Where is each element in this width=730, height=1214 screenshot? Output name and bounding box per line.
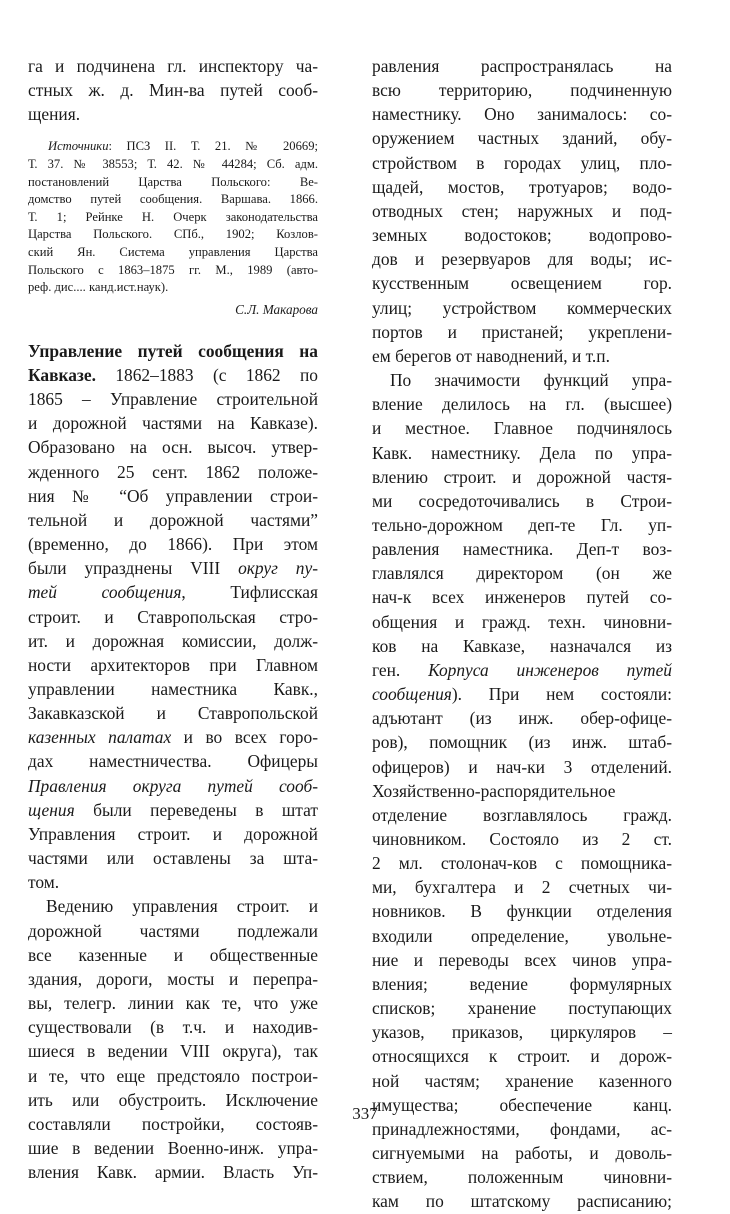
text-line: шиеся в ведении VIII округа), так [28,1041,318,1062]
text-line: га и подчинена гл. инспектору ча- [28,56,318,76]
text-line: управлении наместника Кавк., [28,679,318,699]
text-line: и дорожной частями на Кавказе). [28,413,318,434]
text-line: Закавказской и Ставропольской [28,703,318,724]
cross-reference: Корпуса инженеров путей [428,659,672,680]
cross-reference: тей сообщения [28,582,182,603]
sources-line: реф. дис.... канд.ист.наук). [28,280,169,295]
text-line: вление делилось на гл. (высшее) [372,394,672,415]
text-line: вы, телегр. линии как те, что уже [28,993,318,1014]
entry-title: Управление путей сообщения на [28,340,318,361]
text-line: (временно, до 1866). При этом [28,534,318,555]
text-line: том. [28,872,60,893]
text-line: здания, дороги, мосты и перепра- [28,968,318,989]
text-line: Управления строит. и дорожной [28,823,318,844]
text-line: офицеров) и нач-ки 3 отделений. [372,756,672,777]
text-line: входили определение, увольне- [372,925,672,946]
sources-line: Т. 37. № 38553; Т. 42. № 44284; Сб. адм. [28,157,318,172]
text-line: 1865 – Управление строительной [28,389,318,410]
text-line: равления распространялась на [372,56,672,76]
text-line: 2 мл. столонач-ков с помощника- [372,853,672,874]
text-line: вления; ведение формулярных [372,973,672,994]
text-line: ков на Кавказе, назначался из [372,635,672,656]
text-line: нач-к всех инженеров путей со- [372,587,672,608]
text-line: общения и гражд. техн. чиновни- [372,611,672,632]
right-column [372,54,672,1214]
text-line: списков; хранение поступающих [372,998,672,1019]
text-line: адъютант (из инж. обер-офице- [372,708,672,729]
left-column [28,54,318,1184]
text-line: частями или оставлены за шта- [28,848,318,869]
text-line: ров), помощник (из инж. штаб- [372,732,672,753]
author-signature: С.Л. Макарова [235,301,318,317]
text-line: улиц; устройством коммерческих [372,297,672,318]
text-line: оружением частных зданий, обу- [372,128,672,149]
text-line: ствием, положенным чиновни- [372,1167,672,1188]
text-line: наместнику. Оно занималось: со- [372,104,672,125]
text-line: были упразднены VIII округ пу- [28,558,318,579]
text-line: относящихся к строит. и дорож- [372,1046,672,1067]
text-line: и местное. Главное подчинялось [372,418,672,439]
sources-line: Царства Польского. СПб., 1902; Козлов- [28,227,318,242]
text-line: жденного 25 сент. 1862 положе- [28,461,318,482]
text-line: равления наместника. Деп-т воз- [372,539,672,560]
entry-article [28,339,318,1184]
text-line: влению строит. и дорожной частя- [372,466,672,487]
text-line: ной частям; хранение казенного [372,1070,672,1091]
text-line: главлялся директором (он же [372,563,672,584]
text-line: указов, приказов, циркуляров – [372,1022,672,1043]
page-number: 337 [352,1104,378,1123]
sources-line: Источники: ПСЗ II. Т. 21. № 20669; [48,139,318,154]
sources-line: Польского с 1863–1875 гг. М., 1989 (авто- [28,262,318,277]
text-line: имущества; обеспечение канц. [372,1094,672,1115]
text-line: ми, бухгалтера и 2 счетных чи- [372,877,672,898]
entry-title-end: Кавказе. [28,364,96,385]
text-line: кусственным освещением гор. [372,273,672,294]
text-line: ем берегов от наводнений, и т.п. [372,345,610,366]
text-line: Кавк. наместнику. Дела по упра- [372,442,672,463]
text-line: Кавказе. 1862–1883 (с 1862 по [28,364,318,385]
text-line: новников. В функции отделения [372,901,672,922]
text-line: стных ж. д. Мин-ва путей сооб- [28,80,318,101]
cross-reference: округ пу- [238,558,318,579]
text-line: шие в ведении Военно-инж. упра- [28,1137,318,1158]
text-line: отводных стен; наружных и под- [372,200,672,221]
cross-reference-line: Правления округа путей сооб- [28,775,318,796]
text-line: существовали (в т.ч. и находив- [28,1017,318,1038]
text-line: ния № “Об управлении строи- [28,485,318,506]
cross-reference: казенных палатах [28,727,172,748]
text-line: строит. и Ставропольская стро- [28,606,318,627]
sources-label: Источники [48,139,109,154]
text-line: тельной и дорожной частями” [28,509,318,530]
text-line: все казенные и общественные [28,944,318,965]
text-line: тельно-дорожном деп-те Гл. уп- [372,514,672,535]
text-line: ние и переводы всех чинов упра- [372,949,672,970]
text-line: Хозяйственно-распорядительное [372,780,616,801]
text-line: портов и пристаней; укреплени- [372,321,672,342]
text-line: Образовано на осн. высоч. утвер- [28,437,318,458]
text-line: щения. [28,104,81,125]
text-line: ить или обустроить. Исключение [28,1089,318,1110]
text-line: вления Кавк. армии. Власть Уп- [28,1162,318,1183]
text-line: ген. Корпуса инженеров путей [372,659,672,680]
text-line: дов и резервуаров для воды; ис- [372,249,672,270]
text-line: земных водостоков; водопрово- [372,225,672,246]
text-line: Ведению управления строит. и [46,896,318,917]
text-line: всю территорию, подчиненную [372,80,672,101]
sources-block [28,138,318,318]
text-line: дах наместничества. Офицеры [28,751,318,772]
text-line: казенных палатах и во всех горо- [28,727,318,748]
sources-line: ский Ян. Система управления Царства [28,245,318,260]
text-line: стройством в городах улиц, пло- [372,152,672,173]
text-line: отделение возглавлялось гражд. [372,804,672,825]
text-line: По значимости функций упра- [390,370,672,391]
text-line: сообщения). При нем состояли: [372,684,672,705]
sources-line: постановлений Царства Польского: Ве- [28,174,318,189]
sources-line: домство путей сообщения. Варшава. 1866. [28,192,318,207]
text-line: ми сосредоточивались в Строи- [372,490,672,511]
text-line: ности архитекторов при Главном [28,654,318,675]
continuation-paragraph [28,54,318,126]
text-line: сигнуемыми на работы, и доволь- [372,1143,672,1164]
text-line: составляли постройки, состояв- [28,1113,318,1134]
cross-reference: щения [28,799,75,820]
text-line: ит. и дорожная комиссии, долж- [28,630,318,651]
text-line: щадей, мостов, тротуаров; водо- [372,176,672,197]
text-line: чиновником. Состояло из 2 ст. [372,829,672,849]
cross-reference: сообщения [372,684,452,705]
sources-line: Т. 1; Рейнке Н. Очерк законодательства [28,209,318,224]
text-line: принадлежностями, фондами, ас- [372,1118,672,1139]
text-line: и те, что еще предстояло построи- [28,1065,318,1086]
text-line: дорожной частями подлежали [28,920,318,941]
text-line: тей сообщения, Тифлисская [28,582,318,603]
text-line: кам по штатскому расписанию; [372,1191,672,1212]
text-line: щения были переведены в штат [28,799,318,820]
